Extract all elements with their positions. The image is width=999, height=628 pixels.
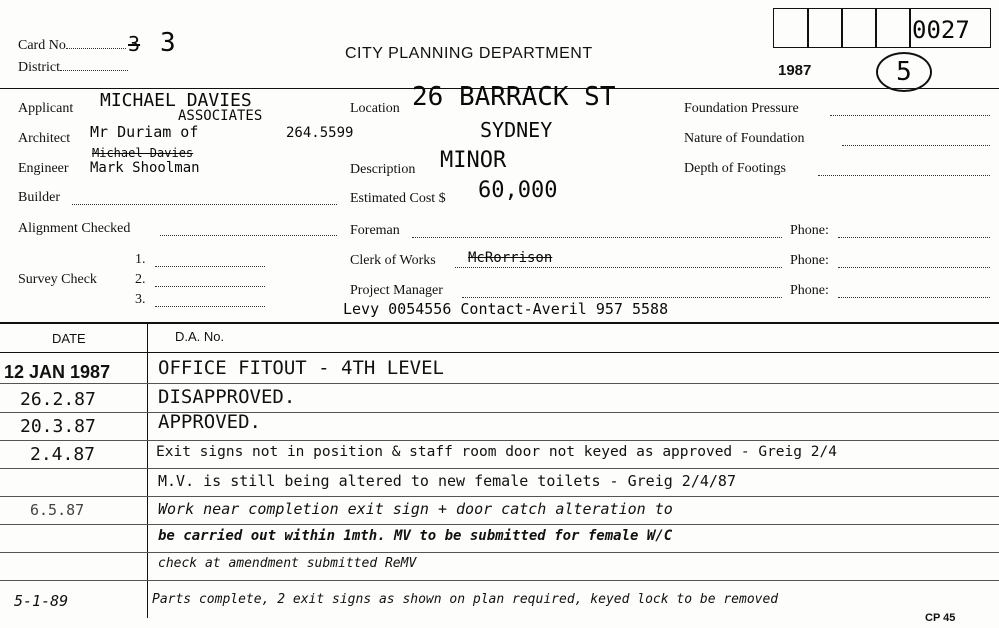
survey-item-1: 1.: [135, 252, 146, 267]
row-rule: [0, 552, 999, 553]
levy-line: Levy 0054556 Contact-Averil 957 5588: [343, 300, 669, 318]
survey-line-3: [155, 306, 265, 307]
form-code: CP 45: [925, 612, 956, 624]
cost-value: 60,000: [478, 178, 558, 203]
description-label: Description: [350, 162, 416, 177]
card-number-box-2: [807, 8, 843, 48]
project-manager-line: [462, 297, 782, 298]
row-rule: [0, 383, 999, 384]
card-no-struck: 3: [128, 32, 141, 56]
clerk-label: Clerk of Works: [350, 253, 436, 268]
row-text: check at amendment submitted ReMV: [158, 556, 417, 571]
builder-label: Builder: [18, 190, 60, 205]
row-rule: [0, 524, 999, 525]
row-date: 26.2.87: [20, 389, 96, 410]
row-date: 12 JAN 1987: [4, 362, 111, 382]
card-number: 0027: [912, 16, 970, 44]
pm-phone-line: [838, 297, 990, 298]
location-value-2: SYDNEY: [480, 118, 553, 142]
nature-foundation-line: [842, 145, 990, 146]
builder-line: [72, 204, 337, 205]
location-value: 26 BARRACK ST: [412, 82, 616, 112]
alignment-line: [160, 235, 337, 236]
foundation-pressure-line: [830, 115, 990, 116]
district-label: District: [18, 60, 128, 76]
depth-footings-label: Depth of Footings: [684, 161, 786, 176]
survey-item-3: 3.: [135, 292, 146, 307]
row-rule: [0, 496, 999, 497]
depth-footings-line: [818, 175, 990, 176]
alignment-label: Alignment Checked: [18, 221, 131, 236]
clerk-phone-label: Phone:: [790, 253, 829, 268]
architect-phone: 264.5599: [286, 125, 354, 141]
applicant-label: Applicant: [18, 101, 74, 116]
row-date: 6.5.87: [30, 501, 85, 519]
survey-line-1: [155, 266, 265, 267]
row-date: 20.3.87: [20, 416, 96, 437]
row-rule: [0, 412, 999, 413]
location-label: Location: [350, 101, 400, 116]
row-text: be carried out within 1mth. MV to be submitted for female W/C: [158, 528, 673, 544]
year: 1987: [778, 62, 812, 79]
survey-line-2: [155, 286, 265, 287]
da-header: D.A. No.: [175, 329, 225, 344]
survey-item-2: 2.: [135, 272, 146, 287]
row-rule: [0, 580, 999, 581]
page-title: CITY PLANNING DEPARTMENT: [345, 45, 593, 62]
survey-label: Survey Check: [18, 272, 97, 287]
card-no-label: Card No: [18, 38, 126, 54]
row-text: M.V. is still being altered to new female toilets - Greig 2/4/87: [158, 472, 736, 490]
card-number-box-4: [875, 8, 911, 48]
nature-foundation-label: Nature of Foundation: [684, 131, 805, 146]
card-no-value: 3: [160, 28, 176, 58]
row-text: OFFICE FITOUT - 4TH LEVEL: [158, 357, 444, 379]
project-manager-label: Project Manager: [350, 283, 443, 298]
row-rule: [0, 468, 999, 469]
card-number-box-1: [773, 8, 809, 48]
cost-label: Estimated Cost $: [350, 191, 446, 206]
clerk-value: McRorrison: [468, 250, 553, 266]
row-text: Exit signs not in position & staff room door not keyed as approved - Greig 2/4: [156, 444, 837, 460]
row-text: DISAPPROVED.: [158, 386, 296, 408]
engineer-label: Engineer: [18, 161, 69, 176]
foreman-phone-line: [838, 237, 990, 238]
clerk-phone-line: [838, 267, 990, 268]
engineer-value: Mark Shoolman: [90, 160, 200, 176]
date-header: DATE: [52, 331, 86, 346]
applicant-value: MICHAEL DAVIES: [100, 90, 252, 111]
row-text: Parts complete, 2 exit signs as shown on plan required, keyed lock to be removed: [152, 592, 779, 607]
applicant-value-2: ASSOCIATES: [178, 108, 263, 124]
table-top-rule: [0, 322, 999, 324]
row-text: Work near completion exit sign + door catch alteration to: [158, 500, 673, 518]
row-text: APPROVED.: [158, 411, 261, 433]
row-date: 2.4.87: [30, 444, 96, 465]
foreman-label: Foreman: [350, 223, 400, 238]
engineer-value-struck: Michael Davies: [92, 146, 194, 160]
circled-number: 5: [876, 52, 932, 92]
card-number-box-3: [841, 8, 877, 48]
row-rule: [0, 440, 999, 441]
table-header-rule: [0, 352, 999, 353]
pm-phone-label: Phone:: [790, 283, 829, 298]
foreman-phone-label: Phone:: [790, 223, 829, 238]
row-date: 5-1-89: [14, 592, 69, 610]
architect-value: Mr Duriam of: [90, 123, 199, 141]
date-column-rule: [147, 322, 148, 618]
foreman-line: [412, 237, 782, 238]
description-value: MINOR: [440, 148, 507, 173]
clerk-line: [455, 267, 782, 268]
architect-label: Architect: [18, 131, 71, 146]
foundation-pressure-label: Foundation Pressure: [684, 101, 799, 116]
